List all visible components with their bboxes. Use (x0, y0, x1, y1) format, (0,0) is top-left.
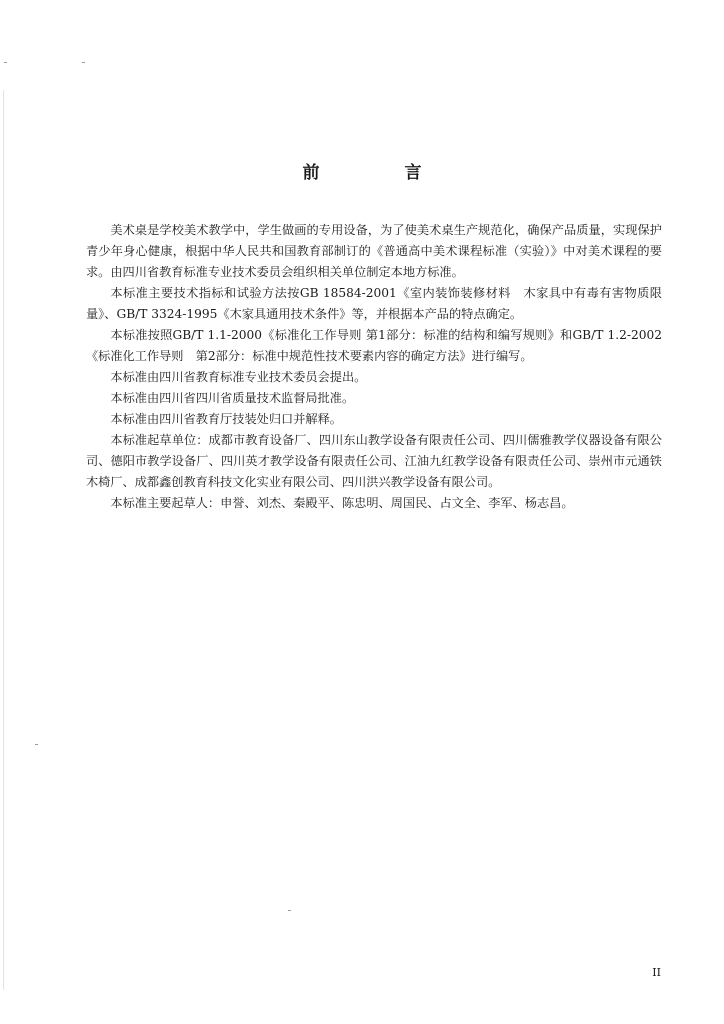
paragraph-intro: 美术桌是学校美术教学中，学生做画的专用设备，为了使美术桌生产规范化，确保产品质量，实现保护青少年身心健康，根据中华人民共和国教育部制订的《普通高中美术课程标准（实验）》中对美术课程的要求。由四川省教育标准专业技术委员会组织相关单位制定本地方标准。 (86, 223, 662, 279)
body-text (86, 220, 662, 514)
scan-mark (82, 62, 85, 63)
paragraph-interpreter: 本标准由四川省教育厅技装处归口并解释。 (110, 412, 342, 426)
scan-mark (288, 910, 291, 911)
scan-edge-line (3, 90, 4, 990)
scan-mark (4, 62, 7, 63)
paragraph-drafting-units: 本标准起草单位：成都市教育设备厂、四川东山教学设备有限责任公司、四川儒雅教学仪器设备有限公司、德阳市教学设备厂、四川英才教学设备有限责任公司、江油九红教学设备有限责任公司、崇州市元通铁木椅厂、成都鑫创教育科技文化实业有限公司、四川洪兴教学设备有限公司。 (86, 433, 662, 489)
page-number: II (652, 966, 661, 979)
paragraph-proposer: 本标准由四川省教育标准专业技术委员会提出。 (110, 370, 367, 384)
paragraph-approver: 本标准由四川省四川省质量技术监督局批准。 (110, 391, 355, 405)
paragraph-drafting-rules: 本标准按照GB/T 1.1-2000《标准化工作导则 第1部分：标准的结构和编写规则》和GB/T 1.2-2002《标准化工作导则 第2部分：标准中规范性技术要素内容的确定方法》进行编写。 (86, 328, 662, 363)
page-title: 前 言 (302, 163, 456, 183)
paragraph-drafters: 本标准主要起草人：申誉、刘杰、秦殿平、陈忠明、周国民、占文全、李军、杨志昌。 (110, 496, 574, 510)
paragraph-technical-basis: 本标准主要技术指标和试验方法按GB 18584-2001《室内装饰装修材料 木家具中有毒有害物质限量》、GB/T 3324-1995《木家具通用技术条件》等，并根据本产品的特点确定。 (86, 286, 662, 321)
scan-mark (35, 744, 38, 745)
